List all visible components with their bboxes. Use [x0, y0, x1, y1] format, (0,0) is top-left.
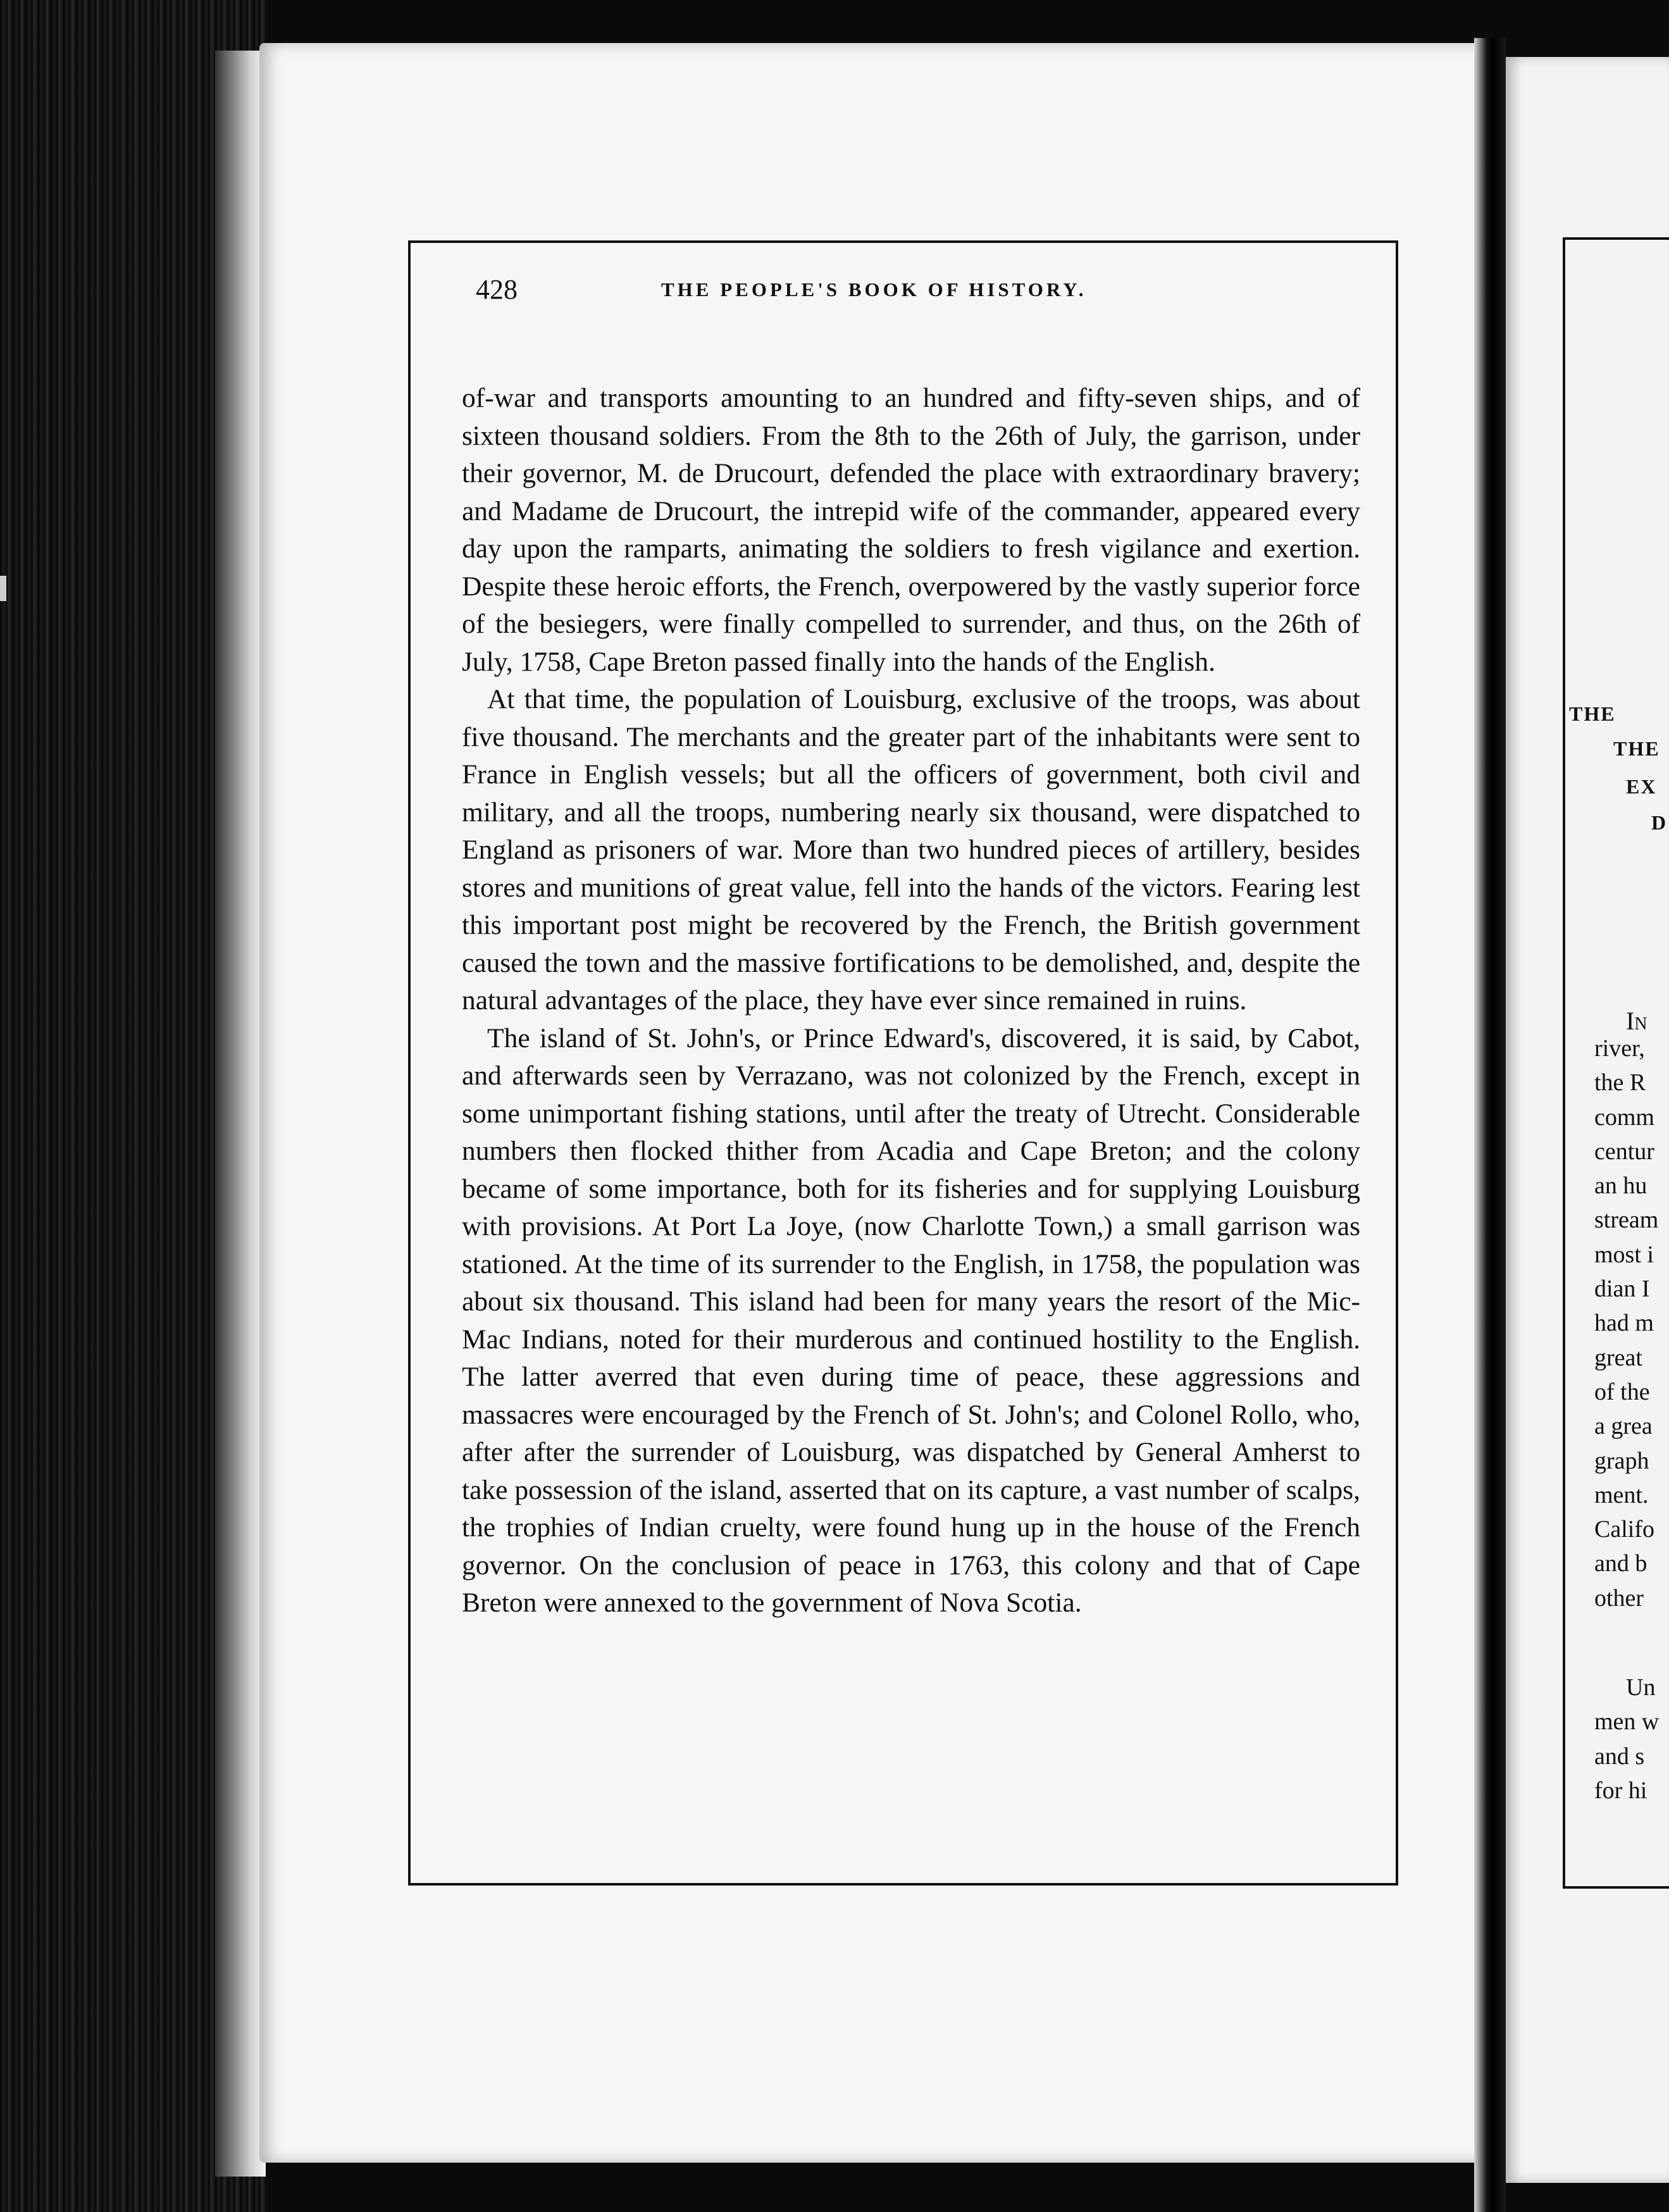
right-heading-line: THE	[1569, 702, 1616, 725]
text-line: an hu	[1594, 1172, 1647, 1200]
right-page-lines	[1594, 1031, 1658, 1615]
text-line: ment.	[1594, 1481, 1649, 1508]
book-gutter	[1474, 38, 1506, 2212]
text-line: men w	[1594, 1708, 1660, 1736]
text-line: great	[1594, 1344, 1642, 1371]
text-line: of the	[1594, 1378, 1650, 1405]
text-line: other	[1594, 1584, 1644, 1612]
body-text	[462, 380, 1360, 1622]
right-heading-line: D	[1651, 811, 1668, 834]
right-heading-line: EX	[1626, 775, 1657, 798]
page-edge-shadow	[215, 51, 266, 2177]
right-heading-line: THE	[1613, 737, 1660, 760]
page-number: 428	[476, 274, 518, 305]
text-line: river,	[1594, 1035, 1645, 1062]
text-line: Un	[1626, 1674, 1656, 1701]
right-first-word: In	[1626, 1007, 1647, 1035]
text-line: centur	[1594, 1138, 1654, 1165]
text-line: a grea	[1594, 1413, 1653, 1440]
paragraph: of-war and transports amounting to an hundred and fifty-seven ships, and of sixteen thousand soldiers. From the 8th to the 26th of July, the garrison, under their governor, M. de Drucourt, defended the place with extraordinary bravery; and Madame de Drucourt, the intrepid wife of the commander, appeared every day upon the ramparts, animating the soldiers to fresh vigilance and exertion. Despite these heroic efforts, the French, overpowered by the vastly superior force of the besiegers, were finally compelled to surrender, and thus, on the 26th of July, 1758, Cape Breton passed finally into the hands of the English.	[462, 383, 1360, 677]
text-line: graph	[1594, 1447, 1649, 1474]
text-line: comm	[1594, 1103, 1654, 1131]
text-line: had m	[1594, 1310, 1654, 1337]
text-line: for hi	[1594, 1777, 1647, 1804]
paragraph: At that time, the population of Louisburg, exclusive of the troops, was about five thousand. The merchants and the greater part of the inhabitants were sent to France in English vessels; but all the officers of government, both civil and military, and all the troops, numbering nearly six thousand, were dispatched to England as prisoners of war. More than two hundred pieces of artillery, besides stores and munitions of great value, fell into the hands of the victors. Fearing lest this important post might be recovered by the French, the British government caused the town and the massive fortifications to be demolished, and, despite the natural advantages of the place, they have ever since remained in ruins.	[462, 684, 1360, 1016]
right-page-second-paragraph	[1582, 1670, 1659, 1808]
scan-margin-mark	[0, 576, 6, 601]
text-line: stream	[1594, 1207, 1659, 1234]
running-header	[462, 266, 1360, 316]
text-line: most i	[1594, 1241, 1654, 1268]
running-title: THE PEOPLE'S BOOK OF HISTORY.	[661, 278, 1087, 301]
paragraph: The island of St. John's, or Prince Edward's, discovered, it is said, by Cabot, and afterwards seen by Verrazano, was not colonized by the French, except in some unimportant fishing stations, until after the treaty of Utrecht. Considerable numbers then flocked thither from Acadia and Cape Breton; and the colony became of some importance, both for its fisheries and for supplying Louisburg with provisions. At Port La Joye, (now Charlotte Town,) a small garrison was stationed. At the time of its surrender to the English, in 1758, the population was about six thousand. This island had been for many years the resort of the Mic-Mac Indians, noted for their murderous and continued hostility to the English. The latter averred that even during time of peace, these aggressions and massacres were encouraged by the French of St. John's; and Colonel Rollo, who, after after the surrender of Louisburg, was dispatched by General Amherst to take possession of the island, asserted that on its capture, a vast number of scalps, the trophies of Indian cruelty, were found hung up in the house of the French governor. On the conclusion of peace in 1763, this colony and that of Cape Breton were annexed to the government of Nova Scotia.	[462, 1022, 1360, 1618]
text-line: and b	[1594, 1550, 1647, 1577]
text-line: dian I	[1594, 1276, 1650, 1303]
text-line: Califo	[1594, 1516, 1654, 1543]
left-page-content	[462, 266, 1360, 1622]
text-line: the R	[1594, 1069, 1646, 1097]
text-line: and s	[1594, 1743, 1645, 1770]
